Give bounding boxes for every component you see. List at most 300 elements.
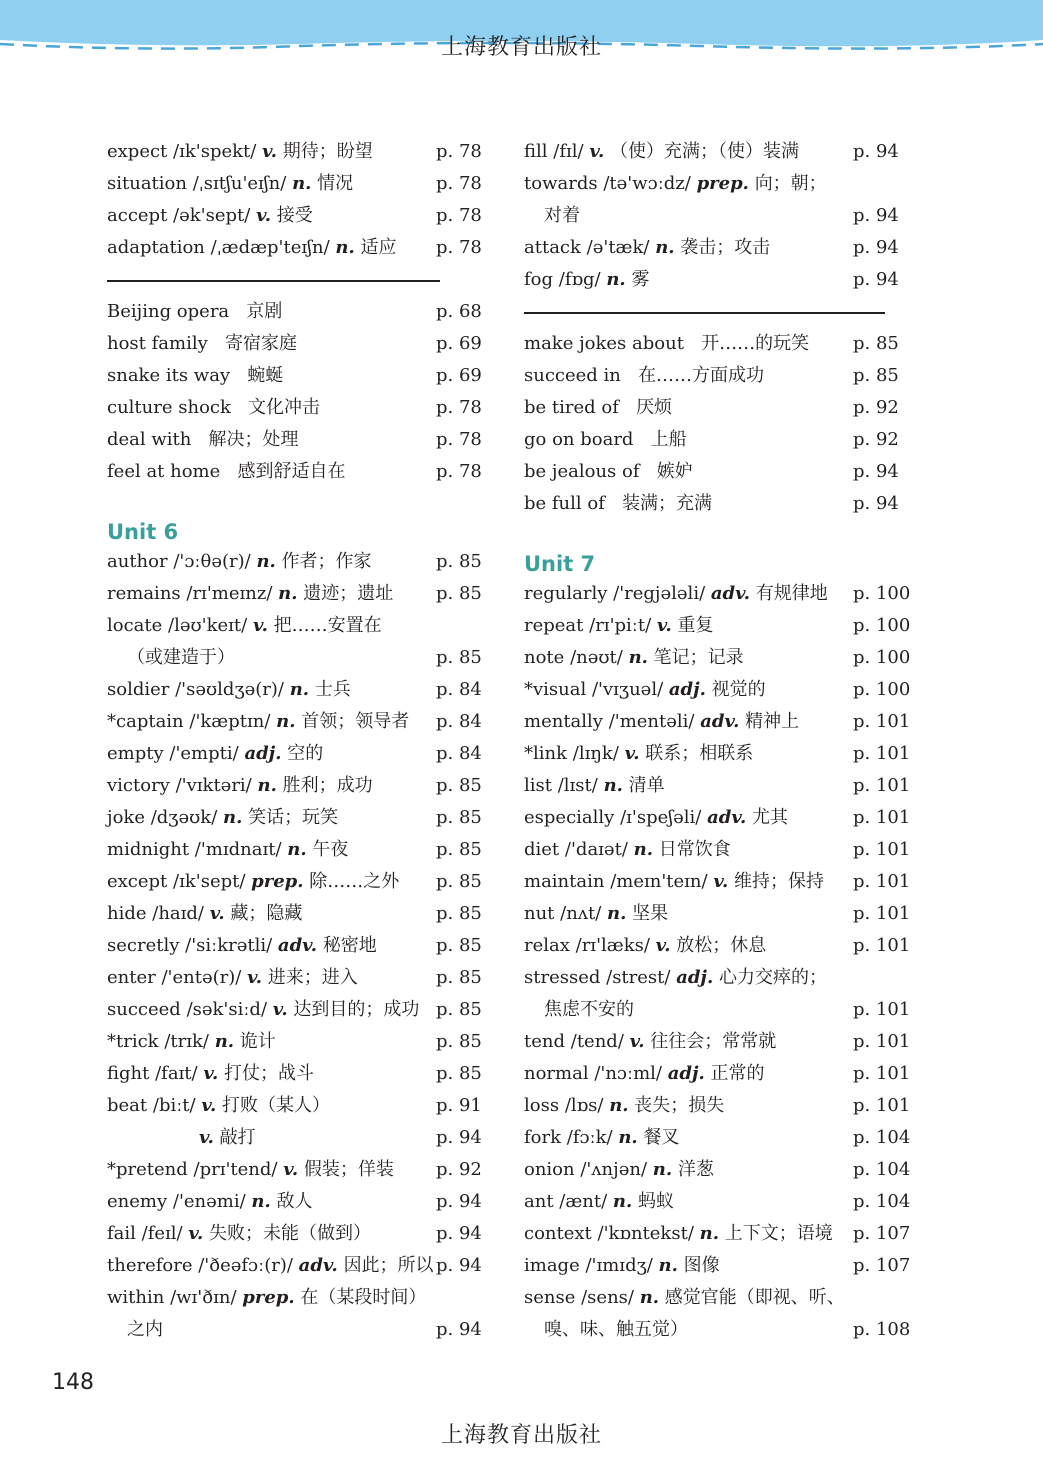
part-of-speech: v. [201, 1095, 217, 1116]
vocab-entry [524, 802, 911, 834]
page-reference: p. 91 [436, 1095, 482, 1116]
entry-text [107, 360, 283, 392]
part-of-speech: adj. [667, 1063, 705, 1084]
entry-text [524, 610, 714, 642]
entry-text [107, 770, 373, 802]
part-of-speech: v. [203, 1063, 219, 1084]
part-of-speech: n. [628, 647, 648, 668]
entry-text [127, 1314, 163, 1346]
vocab-entry [524, 706, 911, 738]
entry-text [127, 642, 235, 674]
phrase-text: Beijing opera [107, 301, 230, 322]
page-reference: p. 78 [436, 173, 482, 194]
meaning: 丧失；损失 [634, 1095, 725, 1116]
entry-text [524, 1122, 679, 1154]
headword: accept [107, 205, 168, 226]
entry-text [524, 1186, 674, 1218]
meaning: 图像 [683, 1255, 720, 1276]
page-reference: p. 85 [436, 583, 482, 604]
phonetic: /faɪt/ [155, 1063, 198, 1084]
page-reference: p. 101 [853, 711, 911, 732]
meaning: 联系；相联系 [645, 743, 754, 764]
page-reference: p. 94 [853, 141, 899, 162]
part-of-speech: n. [603, 775, 623, 796]
part-of-speech: n. [639, 1287, 660, 1308]
phrase-entry [524, 328, 904, 360]
headword: *captain [107, 711, 184, 732]
section-spacer [107, 488, 479, 506]
phonetic: /'səʊldʒə(r)/ [175, 679, 284, 700]
entry-text [107, 962, 358, 994]
meaning: 打仗；战斗 [224, 1063, 314, 1084]
meaning: 嫉妒 [656, 461, 693, 482]
part-of-speech: prep. [251, 871, 304, 892]
meaning: 感觉官能（即视、听、 [664, 1287, 845, 1308]
meaning: 敲打 [219, 1127, 256, 1148]
headword: situation [107, 173, 187, 194]
vocab-entry [107, 168, 482, 200]
meaning: 把……安置在 [273, 615, 382, 636]
page-reference: p. 78 [436, 461, 482, 482]
meaning: 餐叉 [643, 1127, 680, 1148]
phonetic: /'vɪʒuəl/ [591, 679, 664, 700]
headword: mentally [524, 711, 603, 732]
phrase-text: be tired of [524, 397, 619, 418]
entry-text [107, 424, 299, 456]
headword: beat [107, 1095, 148, 1116]
page-reference: p. 84 [436, 711, 482, 732]
page-reference: p. 78 [436, 205, 482, 226]
page-reference: p. 94 [853, 269, 899, 290]
vocab-entry [107, 994, 482, 1026]
part-of-speech: n. [655, 237, 675, 258]
vocab-entry [107, 674, 482, 706]
vocab-entry [524, 994, 911, 1026]
headword: regularly [524, 583, 608, 604]
headword: enemy [107, 1191, 168, 1212]
entry-text [524, 360, 764, 392]
entry-text [524, 802, 788, 834]
meaning: 放松；休息 [676, 935, 767, 956]
page-reference: p. 101 [853, 903, 911, 924]
entry-text [524, 578, 828, 610]
entry-text [524, 424, 687, 456]
vocab-entry [524, 610, 911, 642]
entry-text [107, 1250, 434, 1282]
page-reference: p. 85 [436, 647, 482, 668]
phonetic: /nʌt/ [560, 903, 602, 924]
phrase-entry [107, 296, 482, 328]
page-reference: p. 85 [436, 1063, 482, 1084]
page-reference: p. 85 [436, 903, 482, 924]
headword: ant [524, 1191, 554, 1212]
part-of-speech: v. [655, 935, 671, 956]
phonetic: /'regjələli/ [613, 583, 706, 604]
vocab-entry [107, 770, 482, 802]
meaning: 胜利；成功 [282, 775, 373, 796]
part-of-speech: adv. [710, 583, 751, 604]
page-reference: p. 85 [853, 333, 899, 354]
entry-text [524, 328, 809, 360]
headword: therefore [107, 1255, 193, 1276]
part-of-speech: adv. [277, 935, 318, 956]
part-of-speech: adj. [676, 967, 714, 988]
meaning: 遗迹；遗址 [303, 583, 394, 604]
phonetic: /ɪ'speʃəli/ [620, 807, 702, 828]
meaning: 秘密地 [322, 935, 377, 956]
page-reference: p. 94 [853, 237, 899, 258]
phonetic: /fɪl/ [553, 141, 584, 162]
phonetic: /'nɔːml/ [594, 1063, 662, 1084]
phonetic: /lɪst/ [557, 775, 598, 796]
page-reference: p. 85 [436, 807, 482, 828]
part-of-speech: v. [656, 615, 672, 636]
page-reference: p. 85 [436, 839, 482, 860]
part-of-speech: v. [188, 1223, 204, 1244]
vocab-entry [524, 1154, 911, 1186]
page-reference: p. 78 [436, 397, 482, 418]
vocab-entry [524, 1282, 904, 1314]
headword: locate [107, 615, 163, 636]
part-of-speech: adj. [244, 743, 282, 764]
part-of-speech: n. [335, 237, 355, 258]
headword: midnight [107, 839, 190, 860]
unit-heading: Unit 6 [107, 520, 179, 544]
phonetic: /sens/ [581, 1287, 634, 1308]
entry-text [524, 674, 766, 706]
headword: onion [524, 1159, 575, 1180]
meaning: 作者；作家 [281, 551, 372, 572]
vocab-entry [524, 1026, 911, 1058]
meaning: 维持；保持 [733, 871, 824, 892]
phonetic: /'kɒntekst/ [597, 1223, 694, 1244]
phonetic: /ə'tæk/ [586, 237, 650, 258]
part-of-speech: n. [278, 583, 298, 604]
entry-text [107, 866, 399, 898]
entry-text [524, 168, 827, 200]
meaning: 打败（某人） [221, 1095, 330, 1116]
page-reference: p. 94 [436, 1127, 482, 1148]
phonetic: /feɪl/ [141, 1223, 183, 1244]
phonetic: /ləʊ'keɪt/ [168, 615, 248, 636]
headword: within [107, 1287, 165, 1308]
meaning: 视觉的 [711, 679, 766, 700]
phonetic: /ɪk'sept/ [173, 871, 246, 892]
vocab-entry [524, 1218, 911, 1250]
vocab-entry [524, 834, 911, 866]
page-reference: p. 85 [436, 551, 482, 572]
meaning: 适应 [360, 237, 397, 258]
entry-text [107, 296, 282, 328]
phonetic: /ək'sept/ [173, 205, 251, 226]
phrase-entry [107, 392, 482, 424]
phonetic: /tend/ [570, 1031, 624, 1052]
headword: tend [524, 1031, 566, 1052]
meaning: 尤其 [752, 807, 789, 828]
vocab-entry [524, 866, 911, 898]
headword: fog [524, 269, 554, 290]
part-of-speech: v. [283, 1159, 299, 1180]
phonetic: /ɪk'spekt/ [173, 141, 257, 162]
meaning: 日常饮食 [658, 839, 731, 860]
meaning: 笑话；玩笑 [248, 807, 339, 828]
page-reference: p. 104 [853, 1159, 911, 1180]
entry-text [107, 328, 297, 360]
entry-text [524, 770, 665, 802]
part-of-speech: v. [713, 871, 729, 892]
meaning: 笔记；记录 [653, 647, 744, 668]
entry-text [524, 642, 744, 674]
meaning-continued: 之内 [127, 1319, 163, 1340]
entry-text [107, 456, 345, 488]
entry-text [524, 898, 668, 930]
meaning: 厌烦 [636, 397, 673, 418]
page-reference: p. 101 [853, 839, 911, 860]
page-reference: p. 101 [853, 935, 911, 956]
vocab-entry [107, 706, 482, 738]
phonetic: /haɪd/ [152, 903, 204, 924]
meaning: 感到舒适自在 [237, 461, 346, 482]
phonetic: /ˌsɪtʃu'eɪʃn/ [192, 173, 287, 194]
phonetic: /'mentəli/ [608, 711, 695, 732]
entry-text [544, 994, 634, 1026]
meaning: 接受 [276, 205, 313, 226]
phonetic: /tə'wɔːdz/ [603, 173, 691, 194]
headword: victory [107, 775, 170, 796]
part-of-speech: n. [256, 551, 276, 572]
entry-text [107, 546, 372, 578]
meaning: 在……方面成功 [638, 365, 765, 386]
vocab-entry [107, 200, 482, 232]
entry-text [107, 674, 351, 706]
meaning: 士兵 [314, 679, 351, 700]
page-reference: p. 101 [853, 1031, 911, 1052]
page-reference: p. 68 [436, 301, 482, 322]
headword: image [524, 1255, 580, 1276]
entry-text [524, 1090, 724, 1122]
entry-text [524, 1250, 720, 1282]
part-of-speech: n. [652, 1159, 673, 1180]
vocab-entry [107, 232, 482, 264]
vocab-entry [107, 1314, 482, 1346]
entry-text [107, 392, 320, 424]
phrase-text: be full of [524, 493, 605, 514]
meaning: 装满；充满 [622, 493, 713, 514]
entry-text [524, 866, 824, 898]
phonetic: /rɪ'piːt/ [589, 615, 652, 636]
meaning: 进来；进入 [267, 967, 358, 988]
entry-text [107, 136, 373, 168]
meaning: （使）充满；（使）装满 [609, 141, 799, 162]
phonetic: /fɔːk/ [566, 1127, 613, 1148]
meaning: 正常的 [710, 1063, 765, 1084]
headword: adaptation [107, 237, 205, 258]
headword: hide [107, 903, 147, 924]
part-of-speech: n. [633, 839, 653, 860]
phonetic: /strest/ [606, 967, 671, 988]
phonetic: /prɪ'tend/ [193, 1159, 278, 1180]
part-of-speech: n. [607, 903, 627, 924]
page-reference: p. 92 [853, 397, 899, 418]
entry-text [107, 1186, 313, 1218]
phonetic: /'ðeəfɔː(r)/ [198, 1255, 293, 1276]
phrase-entry [524, 424, 904, 456]
vocab-entry [107, 738, 482, 770]
headword: diet [524, 839, 560, 860]
entry-text [524, 232, 770, 264]
meaning: 上下文；语境 [724, 1223, 833, 1244]
entry-text [107, 168, 353, 200]
vocab-entry [107, 834, 482, 866]
page-reference: p. 101 [853, 807, 911, 828]
page-reference: p. 69 [436, 365, 482, 386]
headword: context [524, 1223, 592, 1244]
part-of-speech: adv. [298, 1255, 338, 1276]
headword: fill [524, 141, 548, 162]
part-of-speech: n. [609, 1095, 629, 1116]
part-of-speech: n. [276, 711, 296, 732]
headword: fail [107, 1223, 136, 1244]
vocab-entry [107, 546, 482, 578]
part-of-speech: prep. [696, 173, 749, 194]
vocab-entry [107, 610, 479, 642]
page-reference: p. 94 [436, 1255, 482, 1276]
entry-text [524, 834, 731, 866]
publisher-header: 上海教育出版社 [440, 35, 602, 60]
phonetic: /'ɪmɪdʒ/ [585, 1255, 653, 1276]
entry-text [524, 392, 672, 424]
part-of-speech: v. [624, 743, 640, 764]
meaning: 开……的玩笑 [701, 333, 810, 354]
meaning: 清单 [628, 775, 665, 796]
page-reference: p. 85 [436, 871, 482, 892]
headword: fork [524, 1127, 562, 1148]
phonetic: /ænt/ [559, 1191, 608, 1212]
headword: nut [524, 903, 555, 924]
publisher-footer: 上海教育出版社 [440, 1423, 602, 1448]
page-reference: p. 85 [853, 365, 899, 386]
section-divider [524, 296, 904, 328]
entry-text [524, 456, 693, 488]
vocab-entry [524, 578, 911, 610]
page-reference: p. 92 [436, 1159, 482, 1180]
phonetic: /'entə(r)/ [161, 967, 242, 988]
meaning-continued: 焦虑不安的 [544, 999, 634, 1020]
vocab-entry [524, 738, 911, 770]
meaning: 解决；处理 [208, 429, 299, 450]
headword: relax [524, 935, 570, 956]
page-reference: p. 101 [853, 775, 911, 796]
headword: note [524, 647, 565, 668]
unit-heading: Unit 7 [524, 552, 596, 576]
vocab-entry [524, 1250, 911, 1282]
vocab-entry [524, 1058, 911, 1090]
phonetic: /lɪŋk/ [572, 743, 619, 764]
phrase-entry [107, 328, 482, 360]
entry-text [524, 1058, 764, 1090]
phonetic: /'mɪdnaɪt/ [194, 839, 282, 860]
page-reference: p. 94 [436, 1319, 482, 1340]
entry-text [107, 1090, 330, 1122]
part-of-speech: v. [209, 903, 225, 924]
meaning: 因此；所以 [343, 1255, 434, 1276]
vocab-entry [524, 1186, 911, 1218]
entry-text [524, 1154, 714, 1186]
vocab-entry [524, 1122, 911, 1154]
page-reference: p. 94 [436, 1191, 482, 1212]
meaning: 向；朝； [754, 173, 827, 194]
headword: joke [107, 807, 145, 828]
vocab-entry [107, 1186, 482, 1218]
part-of-speech: v. [629, 1031, 645, 1052]
phrase-entry [524, 488, 904, 520]
section-spacer [524, 520, 904, 538]
vocab-entry [107, 642, 482, 674]
vocab-entry [107, 1090, 482, 1122]
headword: fight [107, 1063, 150, 1084]
headword: enter [107, 967, 156, 988]
phrase-text: host family [107, 333, 208, 354]
page-reference: p. 104 [853, 1191, 911, 1212]
page-reference: p. 94 [853, 493, 899, 514]
page-reference: p. 85 [436, 967, 482, 988]
meaning: 首领；领导者 [301, 711, 410, 732]
page-reference: p. 69 [436, 333, 482, 354]
headword: *link [524, 743, 568, 764]
part-of-speech: n. [618, 1127, 638, 1148]
page-reference: p. 101 [853, 871, 911, 892]
part-of-speech: v. [256, 205, 271, 226]
meaning: 藏；隐藏 [230, 903, 303, 924]
headword: loss [524, 1095, 560, 1116]
phonetic: /lɒs/ [564, 1095, 604, 1116]
vocab-entry [107, 1218, 482, 1250]
page-reference: p. 78 [436, 429, 482, 450]
phonetic: /'siːkrətli/ [185, 935, 273, 956]
meaning: 诡计 [239, 1031, 276, 1052]
part-of-speech: adv. [700, 711, 740, 732]
entry-text [107, 930, 377, 962]
vocabulary-column-left [107, 136, 482, 1346]
vocab-entry [107, 898, 482, 930]
page-reference: p. 94 [436, 1223, 482, 1244]
headword: maintain [524, 871, 605, 892]
vocab-entry [524, 1090, 911, 1122]
vocab-entry [524, 168, 904, 200]
phrase-text: culture shock [107, 397, 231, 418]
part-of-speech: n. [251, 1191, 271, 1212]
part-of-speech: n. [658, 1255, 678, 1276]
meaning: 寄宿家庭 [224, 333, 297, 354]
entry-text [107, 610, 382, 642]
vocab-entry [524, 674, 911, 706]
meaning: 空的 [287, 743, 324, 764]
phonetic: /'ɔːθə(r)/ [173, 551, 251, 572]
page-reference: p. 107 [853, 1223, 911, 1244]
page-reference: p. 85 [436, 775, 482, 796]
entry-text [107, 1058, 314, 1090]
page-reference: p. 101 [853, 743, 911, 764]
page-reference: p. 84 [436, 743, 482, 764]
entry-text [524, 264, 649, 296]
vocab-entry [107, 136, 482, 168]
part-of-speech: n. [287, 839, 307, 860]
part-of-speech: v. [272, 999, 288, 1020]
headword: except [107, 871, 168, 892]
part-of-speech: v. [199, 1127, 214, 1148]
headword: stressed [524, 967, 601, 988]
vocab-entry [107, 1282, 479, 1314]
